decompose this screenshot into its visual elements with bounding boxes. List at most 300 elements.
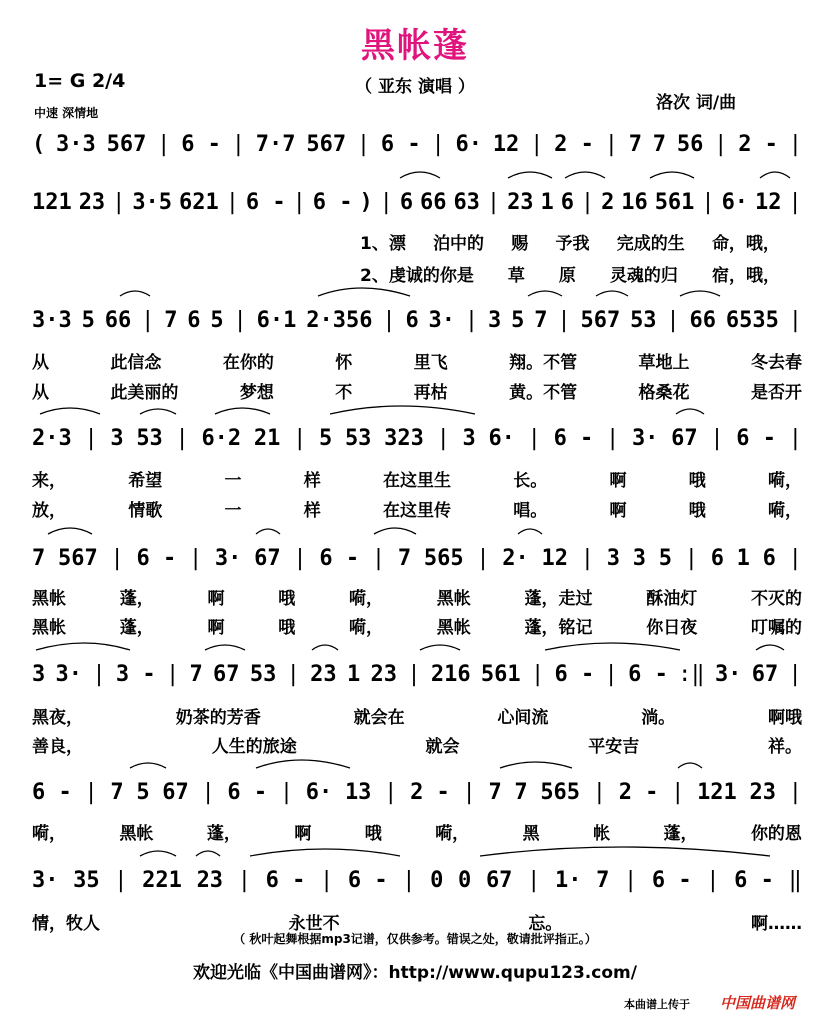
note-group: 3·3 [32,307,72,333]
slur-mark [140,851,176,856]
note-group: 5 [511,307,525,333]
lyric-segment: 在你的 [222,352,274,373]
lyric-line [360,262,780,284]
barline: | [530,661,545,687]
note-group: 66 [104,307,132,333]
lyric-segment: 蓬， [119,588,154,609]
barline: | [476,545,490,571]
lyric-segment: 黄。不管 [509,382,578,403]
note-group: 5 [136,779,150,805]
barline: | [684,545,698,571]
lyric-segment: 善良， [32,736,83,757]
lyric-segment: 啊哦 [767,707,802,728]
note-group: 6· [305,779,333,805]
slur-mark [518,529,542,534]
upload-label: 本曲谱上传于 [624,998,690,1011]
note-group: 216 [430,661,471,687]
barline: | [292,189,306,215]
lyric-segment: 蓬，走过 [524,588,593,609]
slur-mark [500,762,572,768]
note-group: 6 [560,189,574,215]
note-group: 6 - [227,779,268,805]
note-group: 6 [710,545,724,571]
note-group: 2 - [410,779,450,805]
barline: | [384,779,398,805]
lyric-segment: 此美丽的 [110,382,179,403]
note-group: 6 - [380,131,421,157]
slur-mark [318,288,410,296]
note-group: 23 [196,867,224,893]
lyric-segment: 情歌 [128,500,163,521]
note-group: 567 [580,307,621,333]
note-group: 3 - [115,661,156,687]
note-group: 567 [106,131,147,157]
barline: | [201,779,215,805]
note-group: 7 [397,545,412,571]
lyric-segment: 就会在 [353,707,405,728]
tempo-marking: 中速 深情地 [34,106,99,120]
slur-mark [545,643,680,650]
note-group: 6·2 [201,425,242,451]
note-group: 6 - [628,661,668,687]
note-group: 21 [253,425,281,451]
lyric-segment: 不灭的 [751,588,802,609]
note-group: 561 [480,661,521,687]
slur-mark [48,528,92,534]
slur-mark [312,645,338,650]
lyric-segment: 永世不 [288,913,340,934]
singer-subtitle: （ 亚东 演唱 ） [355,77,475,97]
note-group: 6535 [725,307,779,333]
note-group: 23 [370,661,398,687]
lyric-segment: 祥。 [768,736,802,757]
slur-mark [40,408,100,414]
lyric-segment: 啊 [609,470,627,491]
lyric-segment: 叮嘱的 [751,617,802,638]
lyric-segment: 嗬， [768,470,802,491]
lyric-segment: 灵魂的归 [609,265,678,286]
note-group: 565 [423,545,464,571]
note-group: 121 [697,779,737,805]
lyric-segment: 哦 [364,823,382,844]
note-group: 3· [714,661,742,687]
note-group: 567 [57,545,98,571]
barline: | [527,867,541,893]
note-group: 565 [540,779,581,805]
lyric-segment: 一 [224,500,242,521]
lyric-segment: 嗬， [349,588,383,609]
lyric-segment: 黑夜， [32,707,83,728]
note-group: 23 [749,779,776,805]
lyric-segment: 忘。 [528,913,563,934]
note-group: 5 [210,307,224,333]
key-signature: 1= G 2/4 [34,70,126,92]
lyric-segment: 蓬， [663,823,698,844]
lyric-segment: 黑帐 [32,588,66,609]
lyric-line [32,349,802,371]
lyric-segment: 哦 [278,617,296,638]
lyric-segment: 嗬， [768,500,802,521]
barline: | [527,425,541,451]
barline: | [84,779,98,805]
barline: | [788,307,802,333]
note-group: 2· [502,545,529,571]
lyric-segment: 啊 [207,617,225,638]
lyricist-composer: 洛次 词/曲 [656,93,737,113]
lyric-segment: 一 [224,470,242,491]
barline: | [557,307,571,333]
note-group: 7 [189,661,203,687]
note-group: 7 [596,867,610,893]
note-group: 12 [492,131,520,157]
barline: | [231,131,245,157]
note-group: 6 - [319,545,360,571]
slur-mark [676,409,704,414]
barline: | [580,545,595,571]
barline: | [604,131,618,157]
note-group: 6 [399,189,414,215]
lyric-segment: 黑帐 [32,617,66,638]
barline: | [92,661,106,687]
barline: | [788,779,802,805]
barline: | [788,425,802,451]
note-group: 6 [762,545,776,571]
slur-mark [400,172,440,178]
barline: | [286,661,300,687]
barline: | [188,545,203,571]
barline: | [382,307,396,333]
note-group: 6 - [734,867,774,893]
lyric-segment: 情，牧人 [32,913,100,934]
lyric-segment: 来， [32,470,66,491]
lyric-segment: 不 [335,382,353,403]
site-credit[interactable]: 欢迎光临《中国曲谱网》：http://www.qupu123.com/ [193,963,637,983]
lyric-segment: 1、漂 [360,233,406,254]
barline: | [293,545,307,571]
lyric-line [32,467,802,489]
lyric-segment: 格桑花 [638,382,690,403]
lyric-segment: 蓬， [119,617,154,638]
note-group: 2 [601,189,615,215]
lyric-segment: 希望 [128,470,163,491]
note-group: 67 [254,545,281,571]
note-group: 6 - [736,425,776,451]
lyric-segment: 啊 [609,500,627,521]
barline: | [714,131,728,157]
note-group: 6 - [136,545,177,571]
lyric-segment: 唱。 [513,500,548,521]
notation-line [32,544,802,572]
lyric-line [32,733,802,755]
barline: | [165,661,180,687]
note-group: 6· [721,189,749,215]
notation-line [32,660,802,688]
note-group: 0 [430,867,444,893]
lyric-segment: 草 [507,265,525,286]
slur-mark [678,763,702,768]
barline: | [402,867,416,893]
lyric-segment: 嗬， [32,823,66,844]
lyric-segment: 完成的生 [616,233,685,254]
lyric-line [360,230,780,252]
note-group: 6 - [553,425,594,451]
barline: | [592,779,606,805]
lyric-line [32,497,802,519]
barline: | [319,867,334,893]
barline: | [225,189,239,215]
lyric-segment: 放， [32,500,66,521]
note-group: 53 [136,425,163,451]
note-group: 53 [630,307,657,333]
note-group: 561 [654,189,695,215]
note-group: 7 [110,779,124,805]
lyric-segment: 长。 [513,470,548,491]
lyric-line [32,585,802,607]
note-group: 6 - [181,131,221,157]
lyric-segment: 原 [558,265,576,286]
barline: | [407,661,421,687]
note-group: 3 [32,661,46,687]
lyric-segment: 黑 [522,823,540,844]
note-group: 67 [671,425,698,451]
barline: | [114,867,128,893]
slur-mark [196,851,220,856]
note-group: 6 - [554,661,595,687]
notation-line [32,130,802,158]
note-group: 1 [736,545,750,571]
barline: | [788,545,802,571]
slur-mark [256,529,280,534]
lyric-segment: 就会 [425,736,460,757]
slur-mark [596,291,628,296]
notation-line [32,866,802,894]
note-group: 7·7 [255,131,296,157]
note-group: 53 [249,661,277,687]
note-group: 6 - [265,867,306,893]
notation-line [32,188,802,216]
transcription-note: （ 秋叶起舞根据mp3记谱，仅供参考。错误之处，敬请批评指正。） [233,932,597,946]
lyric-segment: 样 [303,470,321,491]
note-group: 2 - [618,779,659,805]
lyric-segment: 哦 [278,588,296,609]
note-group: 3· [631,425,659,451]
note-group: 3· [32,867,59,893]
lyric-segment: 酥油灯 [646,588,698,609]
lyric-line [32,910,802,932]
lyric-segment: 在这里生 [383,470,451,491]
note-group: 53 [344,425,372,451]
barline: ‖ [788,867,802,893]
lyric-segment: 样 [303,500,321,521]
slur-mark [480,847,770,856]
lyric-segment: 心间流 [497,707,549,728]
lyric-segment: 黑帐 [436,617,471,638]
barline: | [233,307,247,333]
lyric-segment: 怀 [335,352,353,373]
slur-mark [680,291,720,296]
lyric-segment: 帐 [593,823,611,844]
lyric-segment: 此信念 [110,352,162,373]
barline: | [112,189,126,215]
barline: | [486,189,501,215]
lyric-segment: 人生的旅途 [211,736,297,757]
note-group: ( [32,131,46,157]
note-group: 3 [462,425,476,451]
slur-mark [250,849,400,856]
lyric-segment: 在这里传 [383,500,451,521]
lyric-line [32,820,802,842]
slur-mark [205,645,245,650]
note-group: 16 [621,189,648,215]
barline: | [379,189,393,215]
barline: | [666,307,680,333]
note-group: 2·356 [306,307,373,333]
note-group: 5 [81,307,95,333]
barline: | [706,867,720,893]
lyric-segment: 嗬， [435,823,470,844]
slur-mark [756,645,784,650]
lyric-line [32,614,802,636]
barline: | [624,867,638,893]
note-group: 7 [514,779,528,805]
lyric-segment: 嗬， [349,617,383,638]
note-group: 7 [534,307,548,333]
note-group: 7 [652,131,667,157]
note-group: 2 - [738,131,778,157]
slur-mark [760,172,790,178]
lyric-segment: 草地上 [638,352,690,373]
slur-mark [215,408,270,414]
note-group: 221 [142,867,182,893]
barline: | [462,779,476,805]
lyric-segment: 啊…… [750,913,802,934]
note-group: 67 [213,661,240,687]
note-group: 63 [453,189,480,215]
note-group: 1· [554,867,582,893]
lyric-segment: 哦 [688,500,706,521]
slur-mark [330,406,475,414]
barline: | [293,425,307,451]
barline: | [671,779,685,805]
slur-mark [256,760,350,768]
slur-mark [508,172,552,178]
note-group: 13 [344,779,372,805]
note-group: 6 - [32,779,72,805]
note-group: 3 [632,545,646,571]
lyric-segment: 翔。不管 [509,352,578,373]
barline: | [84,425,98,451]
note-group: 6·1 [256,307,297,333]
barline: | [788,661,802,687]
barline: | [371,545,386,571]
notation-line [32,306,802,334]
note-group: 12 [755,189,782,215]
note-group: 6 - [312,189,353,215]
notation-line [32,424,802,452]
note-group: 23 [507,189,534,215]
note-group: 2·3 [32,425,72,451]
note-group: 67 [162,779,189,805]
lyric-segment: 奶茶的芳香 [175,707,261,728]
note-group: 66 [689,307,717,333]
slur-mark [650,172,694,178]
site-logo: 中国曲谱网 [720,994,796,1012]
note-group: 35 [73,867,100,893]
slur-mark [36,643,130,650]
lyric-segment: 你日夜 [646,617,698,638]
barline: | [606,425,620,451]
note-group: 7 [628,131,642,157]
note-group: 1 [346,661,361,687]
lyric-segment: 啊 [294,823,312,844]
barline: | [788,189,802,215]
note-group: 7 [488,779,502,805]
lyric-segment: 蓬， [206,823,241,844]
barline: | [141,307,155,333]
note-group: 56 [676,131,704,157]
lyric-segment: 命，哦， [711,233,780,254]
barline: :‖ [678,661,705,687]
note-group: 23 [310,661,337,687]
slur-mark [528,291,562,296]
note-group: 67 [751,661,779,687]
note-group: 3 [606,545,620,571]
barline: | [464,307,479,333]
note-group: 6 - [245,189,286,215]
note-group: 6 - [651,867,692,893]
barline: | [356,131,371,157]
song-title: 黑帐蓬 [361,26,469,66]
note-group: 12 [541,545,569,571]
barline: | [580,189,595,215]
lyric-segment: 平安吉 [588,736,640,757]
slur-mark [120,291,150,296]
note-group: 6· [455,131,483,157]
slur-mark [565,172,605,178]
lyric-segment: 你的恩 [750,823,802,844]
note-group: 6 [187,307,201,333]
lyric-segment: 宿，哦， [711,265,780,286]
lyric-segment: 啊 [207,588,225,609]
barline: | [431,131,445,157]
lyric-segment: 梦想 [239,382,274,403]
note-group: 3·5 [132,189,173,215]
barline: | [436,425,450,451]
note-group: 6 [405,307,419,333]
note-group: 66 [420,189,447,215]
lyric-segment: 予我 [555,233,590,254]
lyric-line [32,704,802,726]
slur-mark [140,409,176,414]
lyric-segment: 赐 [511,233,529,254]
lyric-segment: 2、虔诚的你是 [360,265,474,286]
lyric-segment: 冬去春 [750,352,802,373]
slur-mark [420,645,460,650]
lyric-segment: 淌。 [641,707,676,728]
note-group: 3·3 [56,131,96,157]
note-group: 3 [110,425,124,451]
barline: | [157,131,171,157]
note-group: 7 [32,545,46,571]
lyric-segment: 从 [32,352,49,373]
barline: | [530,131,544,157]
note-group: 121 [32,189,72,215]
note-group: 3· [55,661,83,687]
lyric-segment: 泊中的 [433,233,485,254]
barline: | [110,545,124,571]
note-group: 3· [428,307,456,333]
note-group: 6 - [347,867,388,893]
